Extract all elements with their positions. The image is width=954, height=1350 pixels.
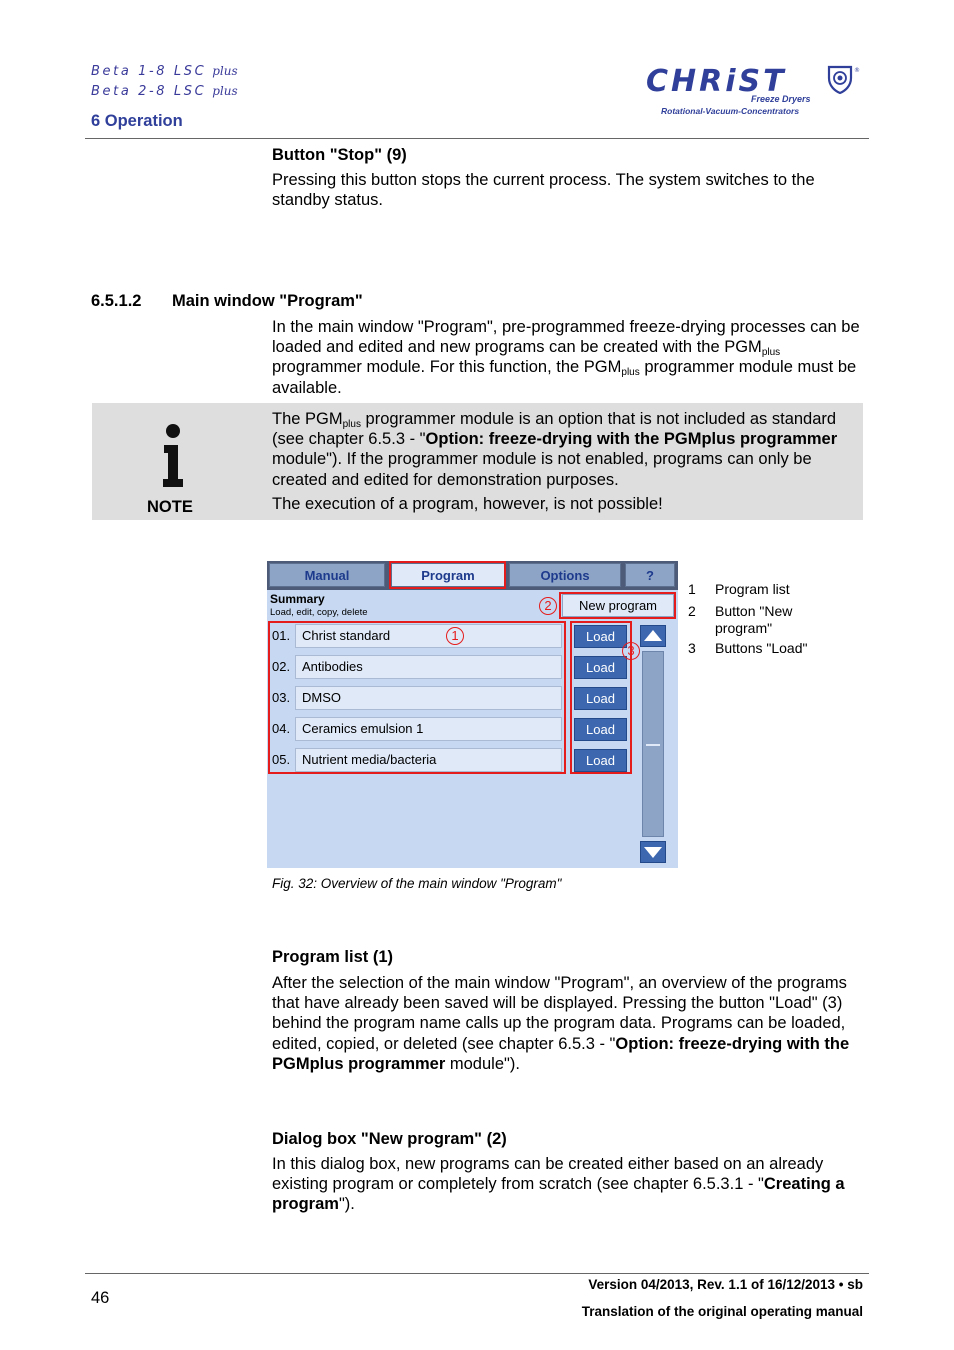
chapter-heading: 6 Operation: [91, 112, 183, 130]
note-label: NOTE: [147, 498, 193, 516]
info-icon: [160, 423, 186, 489]
load-button[interactable]: Load: [574, 656, 627, 679]
logo-wordmark: CHRiST: [646, 64, 787, 99]
svg-text:®: ®: [854, 67, 860, 74]
footer-translation: Translation of the original operating manual: [581, 1304, 863, 1319]
callout-2: 2: [539, 597, 557, 615]
tab-manual[interactable]: Manual: [269, 563, 385, 587]
logo-subtitle-2: Rotational-Vacuum-Concentrators: [661, 106, 800, 116]
program-num: 04.: [272, 721, 291, 736]
footer-rule: [85, 1273, 869, 1274]
program-name[interactable]: Nutrient media/bacteria: [295, 748, 562, 772]
load-button[interactable]: Load: [574, 749, 627, 772]
note-text-2: The execution of a program, however, is not possible!: [272, 495, 663, 513]
load-button[interactable]: Load: [574, 687, 627, 710]
page-number: 46: [91, 1289, 110, 1307]
stop-heading: Button "Stop" (9): [272, 146, 407, 164]
section-intro: In the main window "Program", pre-programmed freeze-drying processes can be loaded and edited and new programs can be created with the $PGM_{plus}$ programmer module. For this function, the $PGM_{plus}$ programmer module must be available.: [272, 318, 860, 397]
arrow-down-icon: [641, 842, 665, 862]
highlight-program-list: [268, 621, 566, 774]
load-button[interactable]: Load: [574, 718, 627, 741]
dialog-heading: Dialog box "New program" (2): [272, 1130, 507, 1148]
legend-text: Button "New program": [715, 603, 793, 636]
highlight-new-program: [559, 592, 676, 619]
arrow-up-icon: [641, 626, 665, 646]
model-name-2: Beta 2-8 LSC plus: [91, 84, 238, 99]
legend-num: 1: [688, 581, 696, 597]
tab-program[interactable]: Program: [391, 563, 505, 587]
scroll-down-button[interactable]: [640, 841, 666, 863]
callout-1: 1: [446, 627, 464, 645]
program-window: [267, 561, 678, 868]
program-name[interactable]: Antibodies: [295, 655, 562, 679]
logo-emblem-icon: [826, 64, 860, 96]
tab-options[interactable]: Options: [509, 563, 621, 587]
figure-caption: Fig. 32: Overview of the main window "Program": [272, 876, 562, 891]
program-name[interactable]: Ceramics emulsion 1: [295, 717, 562, 741]
scrollbar-track[interactable]: [642, 651, 664, 837]
legend-num: 2: [688, 603, 696, 619]
section-title: Main window "Program": [172, 292, 363, 310]
program-name[interactable]: DMSO: [295, 686, 562, 710]
note-text-1: The $PGM_{plus}$ programmer module is an option that is not included as standard (see chapter 6.5.3 - "Option: freeze-drying with the PGMplus programmer module"). If the programmer module is not enabled, programs can only be created and edited for demonstration purposes.: [272, 410, 838, 489]
program-num: 03.: [272, 690, 291, 705]
tab-help[interactable]: ?: [625, 563, 675, 587]
summary-title: Summary: [270, 592, 325, 606]
highlight-program-tab: [389, 561, 506, 589]
program-list-heading: Program list (1): [272, 948, 394, 966]
legend-num: 3: [688, 640, 696, 656]
program-list-body: After the selection of the main window "Program", an overview of the programs that have already been saved will be displayed. Pressing the button "Load" (3) behind the program name calls up the program data. Programs can be loaded, edited, copied, or deleted (see chapter 6.5.3 - "Option: freeze-drying with the PGMplus programmer module").: [272, 974, 850, 1073]
note-box: [92, 403, 863, 520]
load-button[interactable]: Load: [574, 625, 627, 648]
scrollbar-grip[interactable]: [646, 744, 660, 746]
program-num: 01.: [272, 628, 291, 643]
scroll-up-button[interactable]: [640, 625, 666, 647]
legend-text: Program list: [715, 581, 790, 597]
legend-text: Buttons "Load": [715, 640, 808, 656]
new-program-button[interactable]: New program: [562, 594, 674, 617]
header-rule: [85, 138, 869, 139]
program-name[interactable]: Christ standard: [295, 624, 562, 648]
callout-3: 3: [622, 642, 640, 660]
christ-logo: [640, 62, 865, 120]
summary-subtitle: Load, edit, copy, delete: [270, 607, 368, 618]
program-num: 05.: [272, 752, 291, 767]
logo-subtitle-1: Freeze Dryers: [751, 94, 811, 104]
model-name-1: Beta 1-8 LSC plus: [91, 64, 238, 79]
stop-body: Pressing this button stops the current process. The system switches to the standby status.: [272, 171, 815, 210]
footer-version: Version 04/2013, Rev. 1.1 of 16/12/2013 • sb: [588, 1277, 863, 1292]
section-number: 6.5.1.2: [91, 292, 142, 310]
dialog-body: In this dialog box, new programs can be created either based on an already existing program or completely from scratch (see chapter 6.5.3.1 - "Creating a program").: [272, 1155, 845, 1214]
highlight-load-buttons: [570, 621, 632, 774]
program-num: 02.: [272, 659, 291, 674]
